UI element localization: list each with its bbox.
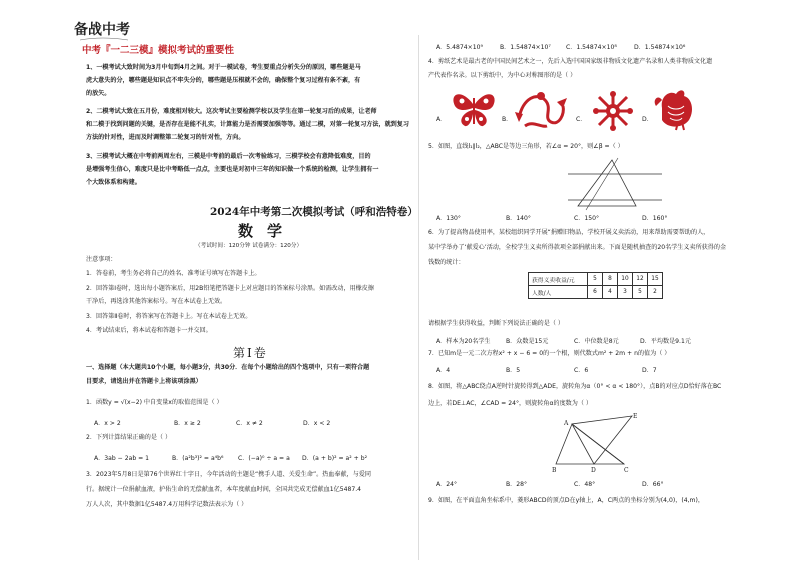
question-3-line: 万人人次，其中数据1亿5487.4万用科学记数法表示为（ ） (86, 501, 248, 508)
q5-option-d: D．160° (642, 215, 668, 222)
q8-option-d: D．66° (642, 481, 664, 488)
q7-option-a: A．4 (436, 367, 451, 374)
q2-option-b: B．(a²b³)² = a⁴b⁶ (172, 455, 224, 462)
note-line: 3．回答第Ⅱ卷时，将答案写在答题卡上。写在本试卷上无效。 (86, 313, 252, 320)
q4-option-b: B． (502, 116, 513, 123)
q8-figure (548, 412, 640, 474)
notice-line: 个大致体系和构建。 (86, 179, 141, 186)
label-a: A (564, 420, 569, 427)
q6-option-d: D．平均数是9.1元 (640, 338, 691, 345)
question-5: 5．如图，直线l₁∥l₂，△ABC是等边三角形，若∠α = 20°，则∠β =（ ） (428, 143, 624, 150)
table-cell: 5 (633, 286, 648, 299)
q1-option-d: D．x < 2 (303, 420, 331, 427)
table-cell: 8 (603, 273, 618, 286)
q4-option-c: C． (576, 116, 587, 123)
label-e: E (633, 413, 638, 420)
q3-option-b: B．1.54874×10⁷ (500, 44, 551, 51)
notice-line: 1、一模考试大致时间为3月中旬到4月之间。对于一模试卷，考生要重点分析失分的原因，哪些题是马 (86, 64, 361, 71)
label-d: D (591, 467, 596, 474)
question-8-line: 8．如图，将△ABC绕点A逆时针旋转得到△ADE，旋转角为α（0° < α < 180°），点B的对应点D恰好落在BC (428, 383, 722, 390)
question-3-line: 行。据统计一位捐献血液，护佑生命的无偿献血者，本年度献血时间，全国共完成无偿献血1亿5487.4 (86, 486, 362, 493)
q4-option-d: D． (642, 116, 653, 123)
logo-text: 备战中考 (74, 22, 130, 38)
label-c: C (624, 467, 629, 474)
q8-option-c: C．48° (574, 481, 596, 488)
q3-option-a: A．5.4874×10⁹ (436, 44, 483, 51)
column-divider (418, 35, 419, 560)
snowflake-papercut-icon (592, 90, 634, 132)
question-2: 2．下列计算结果正确的是（ ） (86, 434, 172, 441)
q2-option-c: C．(−a)⁰ ÷ a = a (238, 455, 290, 462)
table-cell: 15 (648, 273, 663, 286)
butterfly-papercut-icon (449, 90, 499, 130)
section-line: 目要求，请选出并在答题卡上将该项涂黑） (86, 378, 202, 385)
question-4-line: 4．剪纸艺术是最古老的中国民间艺术之一，先后入选中国国家级非物质文化遗产名录和人类非物质文化遗 (428, 58, 713, 65)
time-info: （考试时间：120分钟 试卷满分：120分） (195, 243, 303, 249)
question-6-line: 某中学举办了‘献爱心’活动，全校学生义卖所得款项全部捐献出来。下面是随机抽查的20名学生义卖所获得的金 (428, 244, 727, 251)
notice-line: 的放矢。 (86, 90, 111, 97)
table-row (529, 286, 663, 299)
notice-line: 和二模于找到问题的关键，是否存在是能不扎实，计算能力是否需要加强等等。通过二模，对第一轮复习方法，就到复习 (86, 121, 409, 128)
q7-option-c: C．6 (574, 367, 589, 374)
q6-option-a: A．样本为20名学生 (436, 338, 491, 345)
q4-option-a: A． (436, 116, 447, 123)
q5-option-a: A．130° (436, 215, 461, 222)
table-cell: 2 (648, 286, 663, 299)
q7-option-d: D．7 (642, 367, 657, 374)
q8-option-a: A．24° (436, 481, 458, 488)
q1-option-a: A．x > 2 (94, 420, 121, 427)
q3-option-d: D．1.54874×10⁶ (634, 44, 686, 51)
q8-option-b: B．28° (506, 481, 528, 488)
q2-option-d: D．(a + b)² = a² + b² (302, 455, 368, 462)
q5-figure (566, 156, 664, 212)
notice-title: 中考『一二三模』模拟考试的重要性 (82, 45, 235, 56)
question-3-line: 3．2023年5月8日是第76个世界红十字日，今年活动的主题是“携手人道、关爱生命”。热血奉献，与爱同 (86, 471, 371, 478)
q6-option-c: C．中位数是8元 (574, 338, 619, 345)
stats-table (528, 272, 663, 299)
table-row (529, 273, 663, 286)
question-1: 1．函数y = √(x−2) 中自变量x的取值范围是（ ） (86, 399, 223, 406)
question-7: 7．已知m是一元二次方程x² + x − 6 = 0的一个根，则代数式m² + 2m + n的值为（ ） (428, 350, 671, 357)
question-6-after: 请根据学生获得收益，判断下列说法正确的是（ ） (428, 320, 564, 327)
notice-line: 3、三模考试大概在中考前两周左右，三模是中考前的最后一次考验练习，三模学校会有意降低难度，目的 (86, 153, 371, 160)
section-line: 一、选择题（本大题共10个小题，每小题3分，共30分．在每个小题给出的四个选项中，只有一项符合题 (86, 364, 370, 371)
q2-option-a: A．3ab − 2ab = 1 (94, 455, 150, 462)
q5-option-b: B．140° (506, 215, 531, 222)
table-cell: 6 (588, 286, 603, 299)
note-line: 2．回答第Ⅰ卷时，选出每小题答案后，用2B铅笔把答题卡上对应题目的答案标号涂黑。如需改动，用橡皮擦 (86, 285, 374, 292)
question-9: 9．如图，在平面直角坐标系中，菱形ABCD的顶点D在y轴上，A，C两点的坐标分别为(4,0)，(4,m)， (428, 497, 704, 504)
q5-option-c: C．150° (574, 215, 600, 222)
question-6-line: 钱数的统计： (428, 259, 465, 266)
notice-line: 是增强考生信心，难度只是比中考略低一点点，主要也是对初中三年的知识做一个系统的检测，让学生拥有一 (86, 166, 379, 173)
q7-option-b: B．5 (506, 367, 521, 374)
table-cell: 10 (618, 273, 633, 286)
notice-line: 虎大意失的分，哪些题是知识点不牢失分的，哪些题是压根就不会的，确保整个复习过程有条不紊，有 (86, 77, 361, 84)
question-4-line: 产代表作名录。以下剪纸中，为中心对称图形的是（ ） (428, 72, 577, 79)
q1-option-b: B．x ≥ 2 (174, 420, 201, 427)
notice-line: 2、二模考试大致在五月份，难度相对较大。这次考试主要检测学校以及学生在第一轮复习后的成果，让老师 (86, 108, 377, 115)
table-cell: 4 (603, 286, 618, 299)
table-cell: 3 (618, 286, 633, 299)
rooster-papercut-icon (652, 86, 698, 132)
table-cell: 5 (588, 273, 603, 286)
table-cell: 12 (633, 273, 648, 286)
label-b: B (552, 467, 557, 474)
exam-title: 2024年中考第二次模拟考试（呼和浩特卷） (210, 206, 418, 218)
subject-title: 数学 (238, 222, 297, 240)
dragon-papercut-icon (513, 88, 569, 132)
note-line: 干净后，再选涂其他答案标号。写在本试卷上无效。 (86, 298, 227, 305)
question-6-line: 6．为了提高物品使用率，某校组织同学开展“捐赠旧物品，学校开展义卖活动，用来帮助需要帮助的人， (428, 229, 710, 236)
q3-option-c: C．1.54874×10⁸ (566, 44, 617, 51)
q1-option-c: C．x ≠ 2 (236, 420, 263, 427)
note-line: 4．考试结束后，将本试卷和答题卡一并交回。 (86, 327, 212, 334)
note-line: 1．答卷前，考生务必将自己的姓名、准考证号填写在答题卡上。 (86, 270, 261, 277)
q6-option-b: B．众数是15元 (506, 338, 549, 345)
table-header-cell: 获得义卖收益/元 (529, 273, 588, 286)
volume-title: 第Ⅰ卷 (233, 346, 268, 360)
notice-line: 方法的针对性，进而及时调整第二轮复习的针对性，方向。 (86, 134, 245, 141)
question-8-line: 边上，若DE⊥AC，∠CAD = 24°，则旋转角α的度数为（ ） (428, 400, 592, 407)
table-header-cell: 人数/人 (529, 286, 588, 299)
notes-heading: 注意事项： (86, 256, 117, 263)
